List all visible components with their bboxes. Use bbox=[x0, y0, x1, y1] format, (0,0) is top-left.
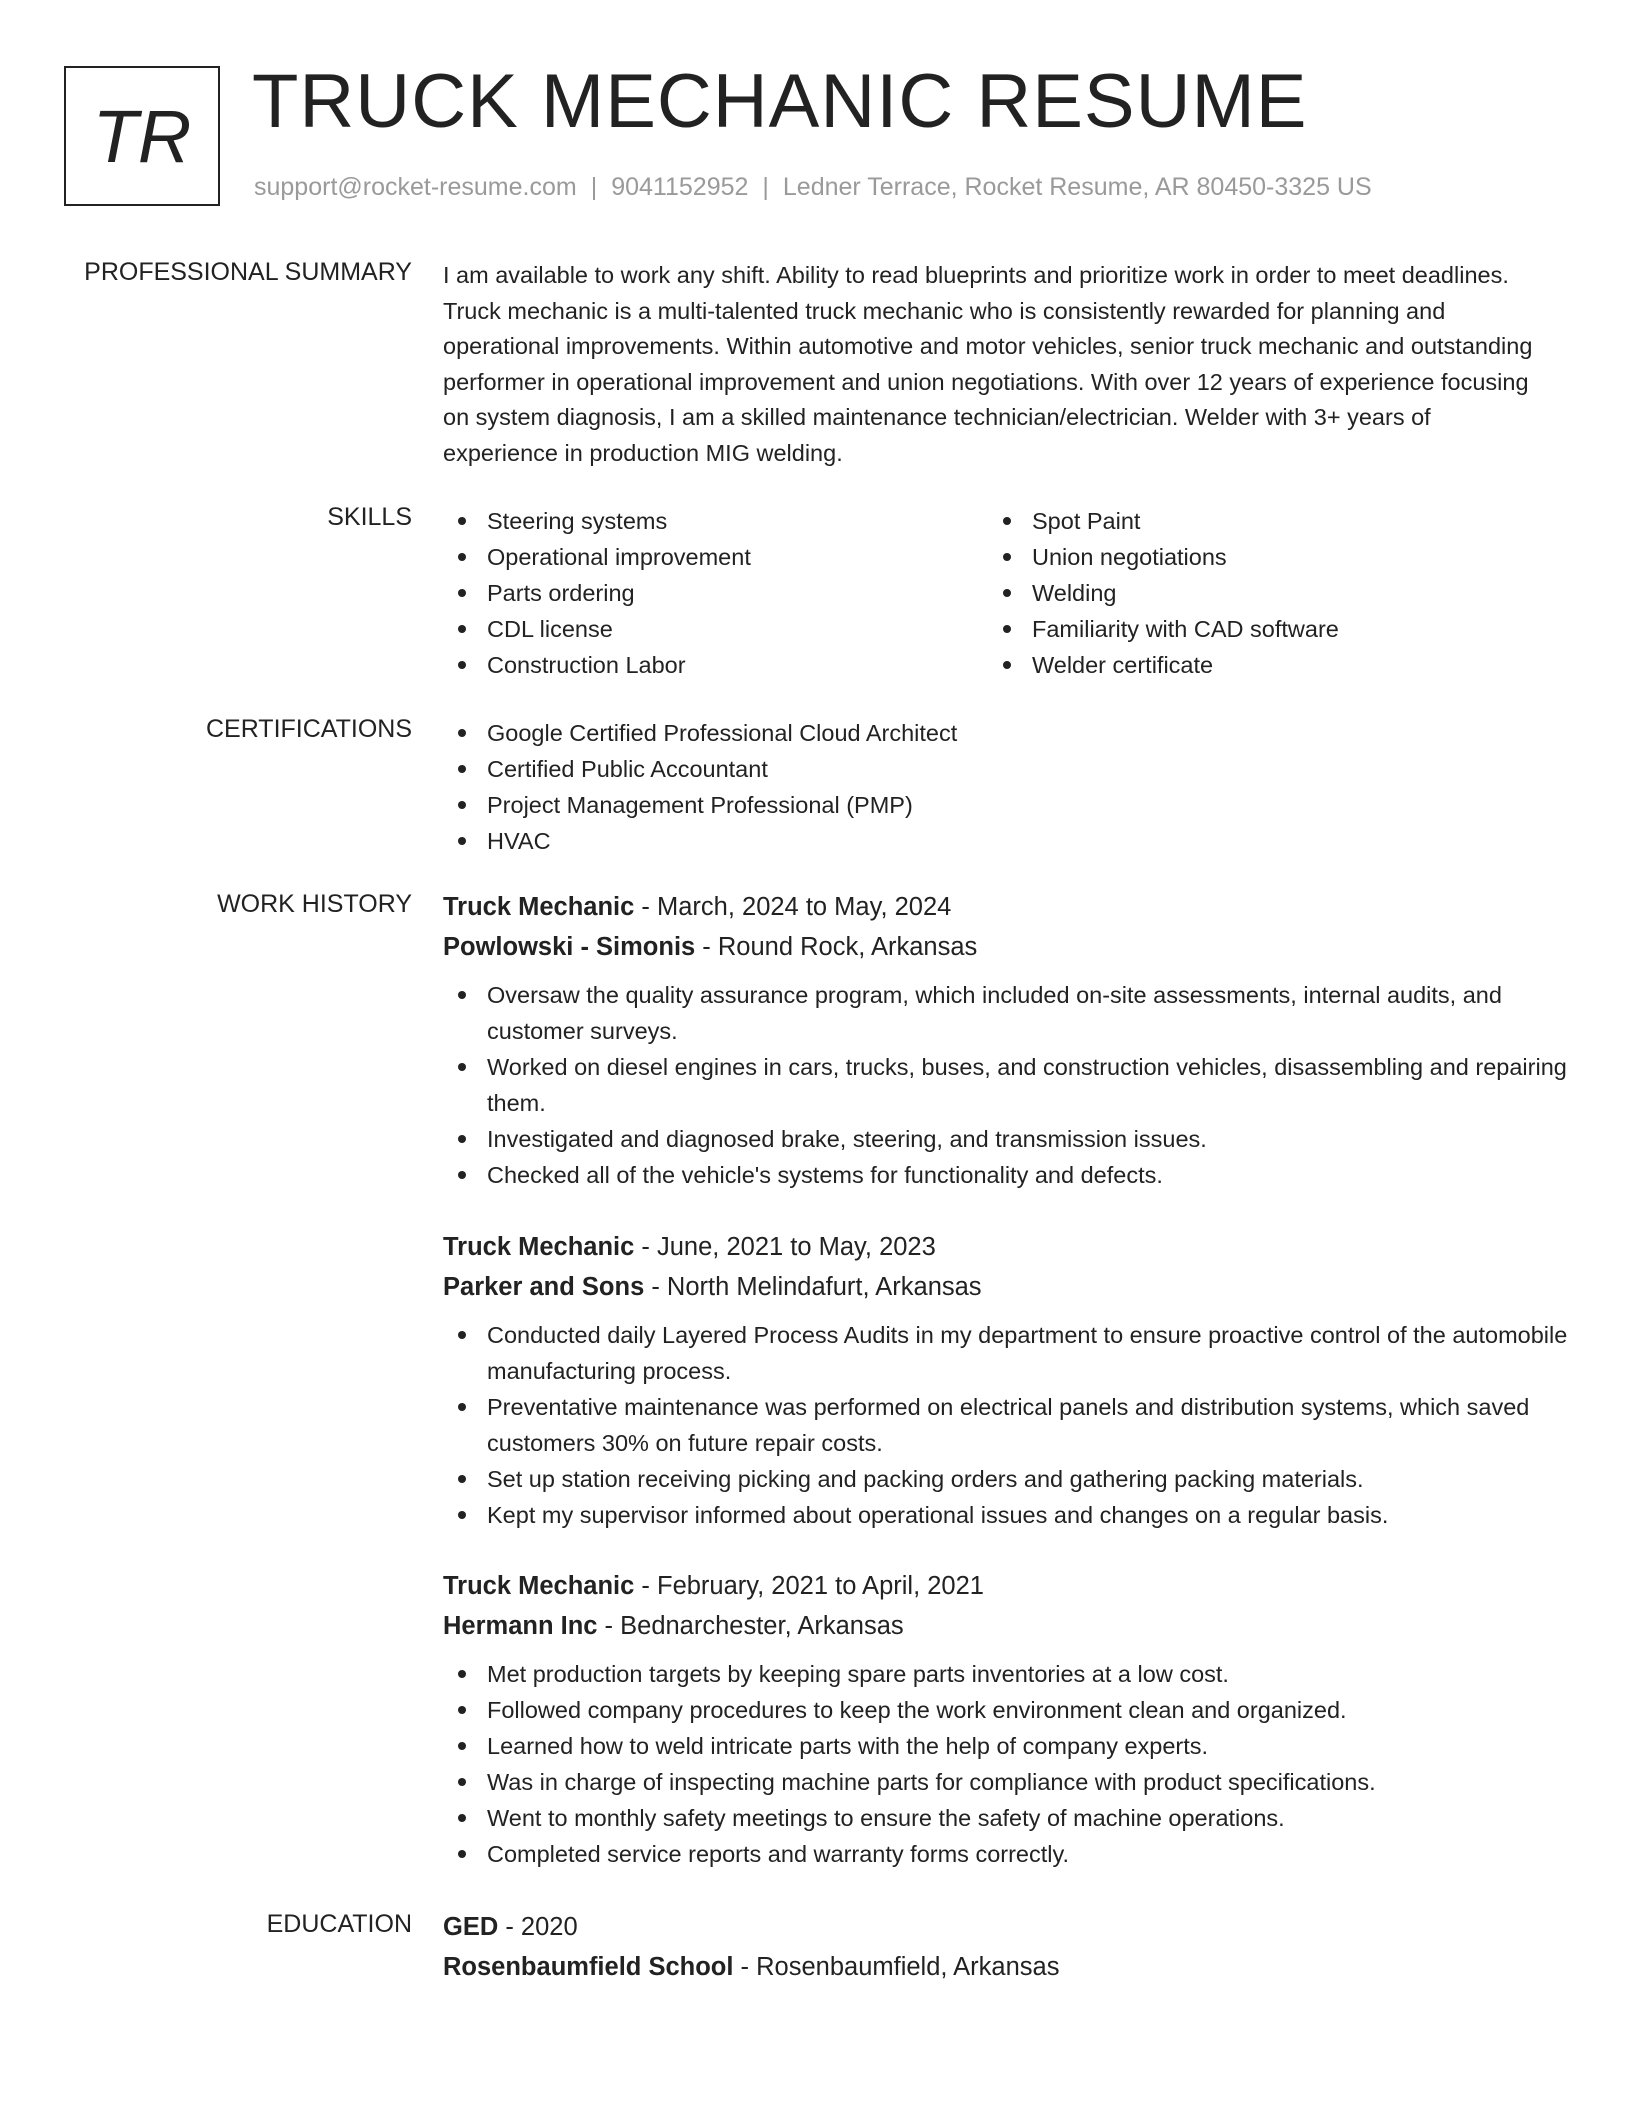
job-title-line bbox=[443, 1566, 1573, 1606]
job-title-line bbox=[443, 1227, 1573, 1267]
school-name: Rosenbaumfield School bbox=[443, 1953, 734, 1981]
section-label-skills: SKILLS bbox=[327, 503, 412, 531]
skill-item: Operational improvement bbox=[443, 539, 988, 575]
company-line bbox=[443, 927, 1573, 967]
company-name: Hermann Inc bbox=[443, 1612, 598, 1640]
summary-text: I am available to work any shift. Ability to read blueprints and prioritize work in order to meet deadlines. Truck mechanic is a multi-talented truck mechanic who is consistently rewarded for planning and operational improvements. Within automotive and motor vehicles, senior truck mechanic and outstanding performer in operational improvement and union negotiations. With over 12 years of experience focusing on system diagnosis, I am a skilled maintenance technician/electrician. Welder with 3+ years of experience in production MIG welding. bbox=[443, 262, 1533, 466]
skill-item: CDL license bbox=[443, 611, 988, 647]
certification-item: Project Management Professional (PMP) bbox=[443, 787, 1573, 823]
job-dates: - February, 2021 to April, 2021 bbox=[634, 1572, 984, 1600]
job-entry bbox=[443, 1227, 1573, 1533]
job-duties-list bbox=[443, 1656, 1573, 1872]
job-duty: Completed service reports and warranty forms correctly. bbox=[443, 1836, 1573, 1872]
job-duty: Investigated and diagnosed brake, steering, and transmission issues. bbox=[443, 1121, 1573, 1157]
company-line bbox=[443, 1606, 1573, 1646]
job-title: Truck Mechanic bbox=[443, 1233, 635, 1261]
skill-item: Welder certificate bbox=[988, 647, 1533, 683]
job-duty: Oversaw the quality assurance program, which included on-site assessments, internal audits, and customer surveys. bbox=[443, 977, 1573, 1049]
job-duty: Met production targets by keeping spare parts inventories at a low cost. bbox=[443, 1656, 1573, 1692]
certification-item: HVAC bbox=[443, 823, 1573, 859]
skill-item: Union negotiations bbox=[988, 539, 1533, 575]
job-entry bbox=[443, 1566, 1573, 1872]
job-duties-list bbox=[443, 1317, 1573, 1533]
school-location: - Rosenbaumfield, Arkansas bbox=[733, 1953, 1060, 1981]
company-location: - Bednarchester, Arkansas bbox=[597, 1612, 904, 1640]
skill-item: Construction Labor bbox=[443, 647, 988, 683]
skill-item: Familiarity with CAD software bbox=[988, 611, 1533, 647]
section-label-education: EDUCATION bbox=[266, 1910, 412, 1938]
skills-list-left bbox=[443, 503, 988, 683]
company-line bbox=[443, 1267, 1573, 1307]
job-duty: Preventative maintenance was performed on electrical panels and distribution systems, which saved customers 30% on future repair costs. bbox=[443, 1389, 1573, 1461]
contact-address: Ledner Terrace, Rocket Resume, AR 80450-3325 US bbox=[782, 173, 1372, 201]
section-label-work-history: WORK HISTORY bbox=[217, 890, 412, 918]
job-duty: Learned how to weld intricate parts with the help of company experts. bbox=[443, 1728, 1573, 1764]
certification-item: Google Certified Professional Cloud Architect bbox=[443, 715, 1573, 751]
job-duty: Set up station receiving picking and packing orders and gathering packing materials. bbox=[443, 1461, 1573, 1497]
job-duty: Conducted daily Layered Process Audits in my department to ensure proactive control of the automobile manufacturing process. bbox=[443, 1317, 1573, 1389]
company-location: - Round Rock, Arkansas bbox=[695, 933, 978, 961]
contact-separator: | bbox=[590, 173, 598, 201]
job-dates: - June, 2021 to May, 2023 bbox=[634, 1233, 936, 1261]
job-entry bbox=[443, 887, 1573, 1193]
job-duty: Went to monthly safety meetings to ensure the safety of machine operations. bbox=[443, 1800, 1573, 1836]
job-title: Truck Mechanic bbox=[443, 1572, 635, 1600]
monogram-logo: TR bbox=[64, 66, 220, 206]
skill-item: Parts ordering bbox=[443, 575, 988, 611]
certification-item: Certified Public Accountant bbox=[443, 751, 1573, 787]
section-label-summary: PROFESSIONAL SUMMARY bbox=[84, 258, 412, 286]
contact-line bbox=[254, 173, 1372, 202]
company-name: Powlowski - Simonis bbox=[443, 933, 696, 961]
resume-header bbox=[64, 59, 1568, 210]
contact-phone[interactable]: 9041152952 bbox=[611, 173, 749, 201]
job-duties-list bbox=[443, 977, 1573, 1193]
job-title-line bbox=[443, 887, 1573, 927]
skills-list-right bbox=[988, 503, 1533, 683]
skill-item: Welding bbox=[988, 575, 1533, 611]
graduation-year: - 2020 bbox=[498, 1913, 578, 1941]
school-line bbox=[443, 1947, 1573, 1987]
certifications-list bbox=[443, 715, 1573, 859]
skill-item: Spot Paint bbox=[988, 503, 1533, 539]
job-duty: Checked all of the vehicle's systems for functionality and defects. bbox=[443, 1157, 1573, 1193]
contact-email[interactable]: support@rocket-resume.com bbox=[254, 173, 577, 201]
skill-item: Steering systems bbox=[443, 503, 988, 539]
job-dates: - March, 2024 to May, 2024 bbox=[634, 893, 952, 921]
section-label-certifications: CERTIFICATIONS bbox=[205, 715, 412, 743]
job-duty: Was in charge of inspecting machine parts for compliance with product specifications. bbox=[443, 1764, 1573, 1800]
job-duty: Kept my supervisor informed about operational issues and changes on a regular basis. bbox=[443, 1497, 1573, 1533]
degree: GED bbox=[443, 1913, 499, 1941]
job-duty: Worked on diesel engines in cars, trucks, buses, and construction vehicles, disassembling and repairing them. bbox=[443, 1049, 1573, 1121]
job-title: Truck Mechanic bbox=[443, 893, 635, 921]
resume-title: TRUCK MECHANIC RESUME bbox=[252, 59, 1308, 144]
contact-separator: | bbox=[762, 173, 769, 201]
company-name: Parker and Sons bbox=[443, 1273, 645, 1301]
company-location: - North Melindafurt, Arkansas bbox=[644, 1273, 982, 1301]
job-duty: Followed company procedures to keep the work environment clean and organized. bbox=[443, 1692, 1573, 1728]
degree-line bbox=[443, 1907, 1573, 1947]
